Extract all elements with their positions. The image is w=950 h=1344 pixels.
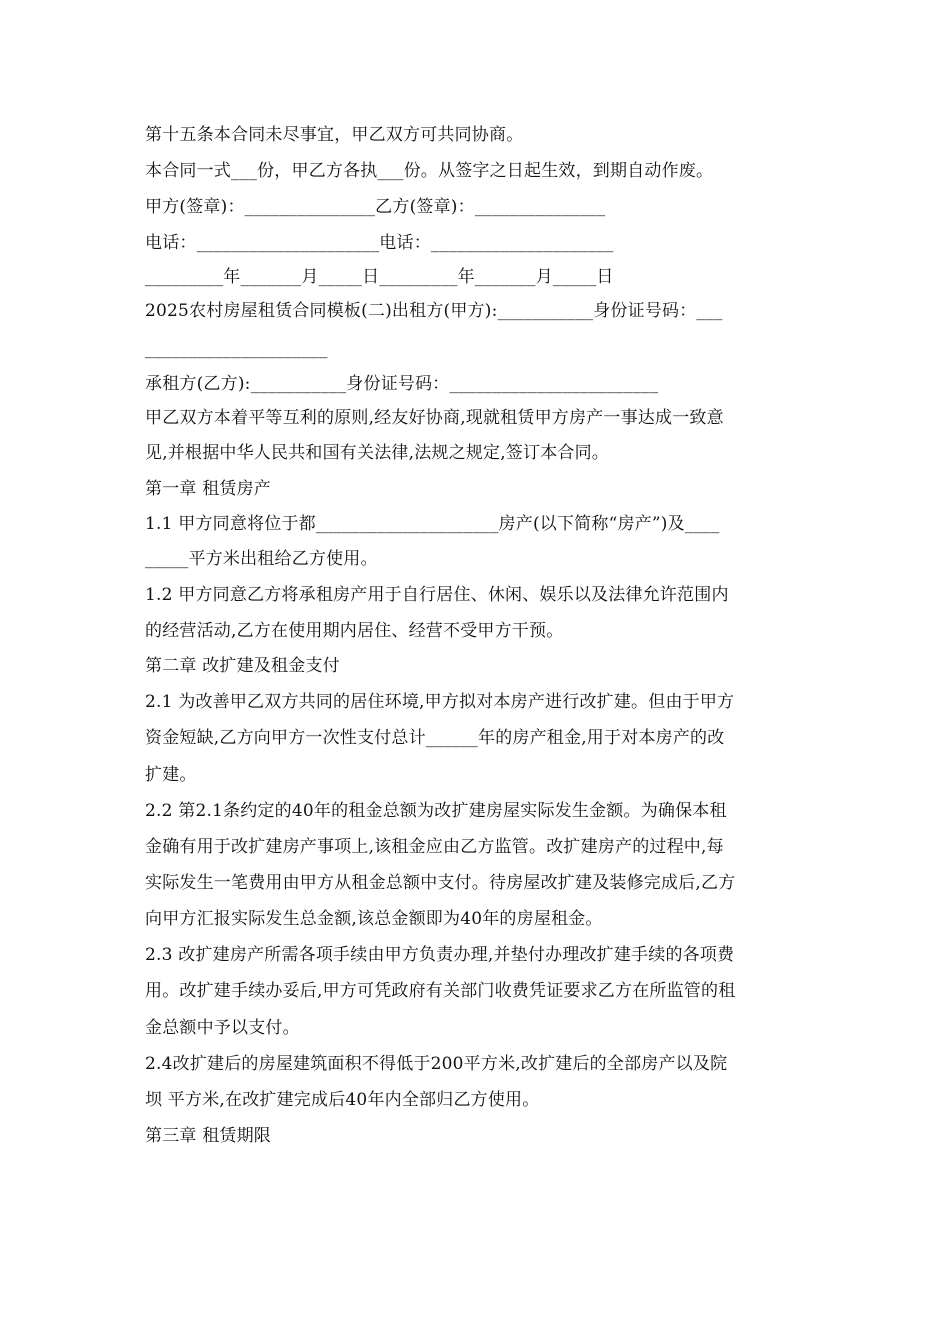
phone-line: 电话：_____________________电话：_____________________ [145,233,614,253]
text-line: 2025农村房屋租赁合同模板(二)出租方(甲方):___________身份证号码：___ [145,301,723,321]
text-line: 甲乙双方本着平等互利的原则,经友好协商,现就租赁甲方房产一事达成一致意 [145,408,724,428]
text-line: 金总额中予以支付。 [145,1018,300,1038]
text-line: 的经营活动,乙方在使用期内居住、经营不受甲方干预。 [145,621,564,641]
text-line: 扩建。 [145,765,197,785]
date-line: _________年_______月_____日_________年_______月_____日 [145,267,614,287]
text-line: 1.1 甲方同意将位于都_____________________房产(以下简称“房产”)及____ [145,514,720,534]
text-line: 本合同一式___份，甲乙方各执___份。从签字之日起生效，到期自动作废。 [145,161,714,181]
text-line: 实际发生一笔费用由甲方从租金总额中支付。待房屋改扩建及装修完成后,乙方 [145,873,736,893]
text-line: 第十五条本合同未尽事宜，甲乙双方可共同协商。 [145,125,524,145]
text-line: 2.3 改扩建房产所需各项手续由甲方负责办理,并垫付办理改扩建手续的各项费 [145,945,735,965]
text-line: 2.2 第2.1条约定的40年的租金总额为改扩建房屋实际发生金额。为确保本租 [145,801,727,821]
text-line: 资金短缺,乙方向甲方一次性支付总计______年的房产租金,用于对本房产的改 [145,728,725,748]
text-line: 1.2 甲方同意乙方将承租房产用于自行居住、休闲、娱乐以及法律允许范围内 [145,585,729,605]
chapter-heading: 第一章 租赁房产 [145,479,272,499]
text-line: 2.4改扩建后的房屋建筑面积不得低于200平方米,改扩建后的全部房产以及院 [145,1054,728,1074]
signature-line: 甲方(签章)：_______________乙方(签章)：_______________ [145,197,606,217]
chapter-heading: 第二章 改扩建及租金支付 [145,656,340,676]
text-line: 金确有用于改扩建房产事项上,该租金应由乙方监管。改扩建房产的过程中,每 [145,837,724,857]
text-line: 见,并根据中华人民共和国有关法律,法规之规定,签订本合同。 [145,443,610,463]
text-line: 承租方(乙方):___________身份证号码：________________________ [145,374,659,394]
text-line: 向甲方汇报实际发生总金额,该总金额即为40年的房屋租金。 [145,909,603,929]
text-line: 2.1 为改善甲乙双方共同的居住环境,甲方拟对本房产进行改扩建。但由于甲方 [145,692,735,712]
text-line: 用。改扩建手续办妥后,甲方可凭政府有关部门收费凭证要求乙方在所监管的租 [145,981,736,1001]
text-line: 坝 平方米,在改扩建完成后40年内全部归乙方使用。 [145,1090,540,1110]
text-line: _____平方米出租给乙方使用。 [145,549,378,569]
text-line: _____________________ [145,339,328,359]
chapter-heading: 第三章 租赁期限 [145,1126,272,1146]
